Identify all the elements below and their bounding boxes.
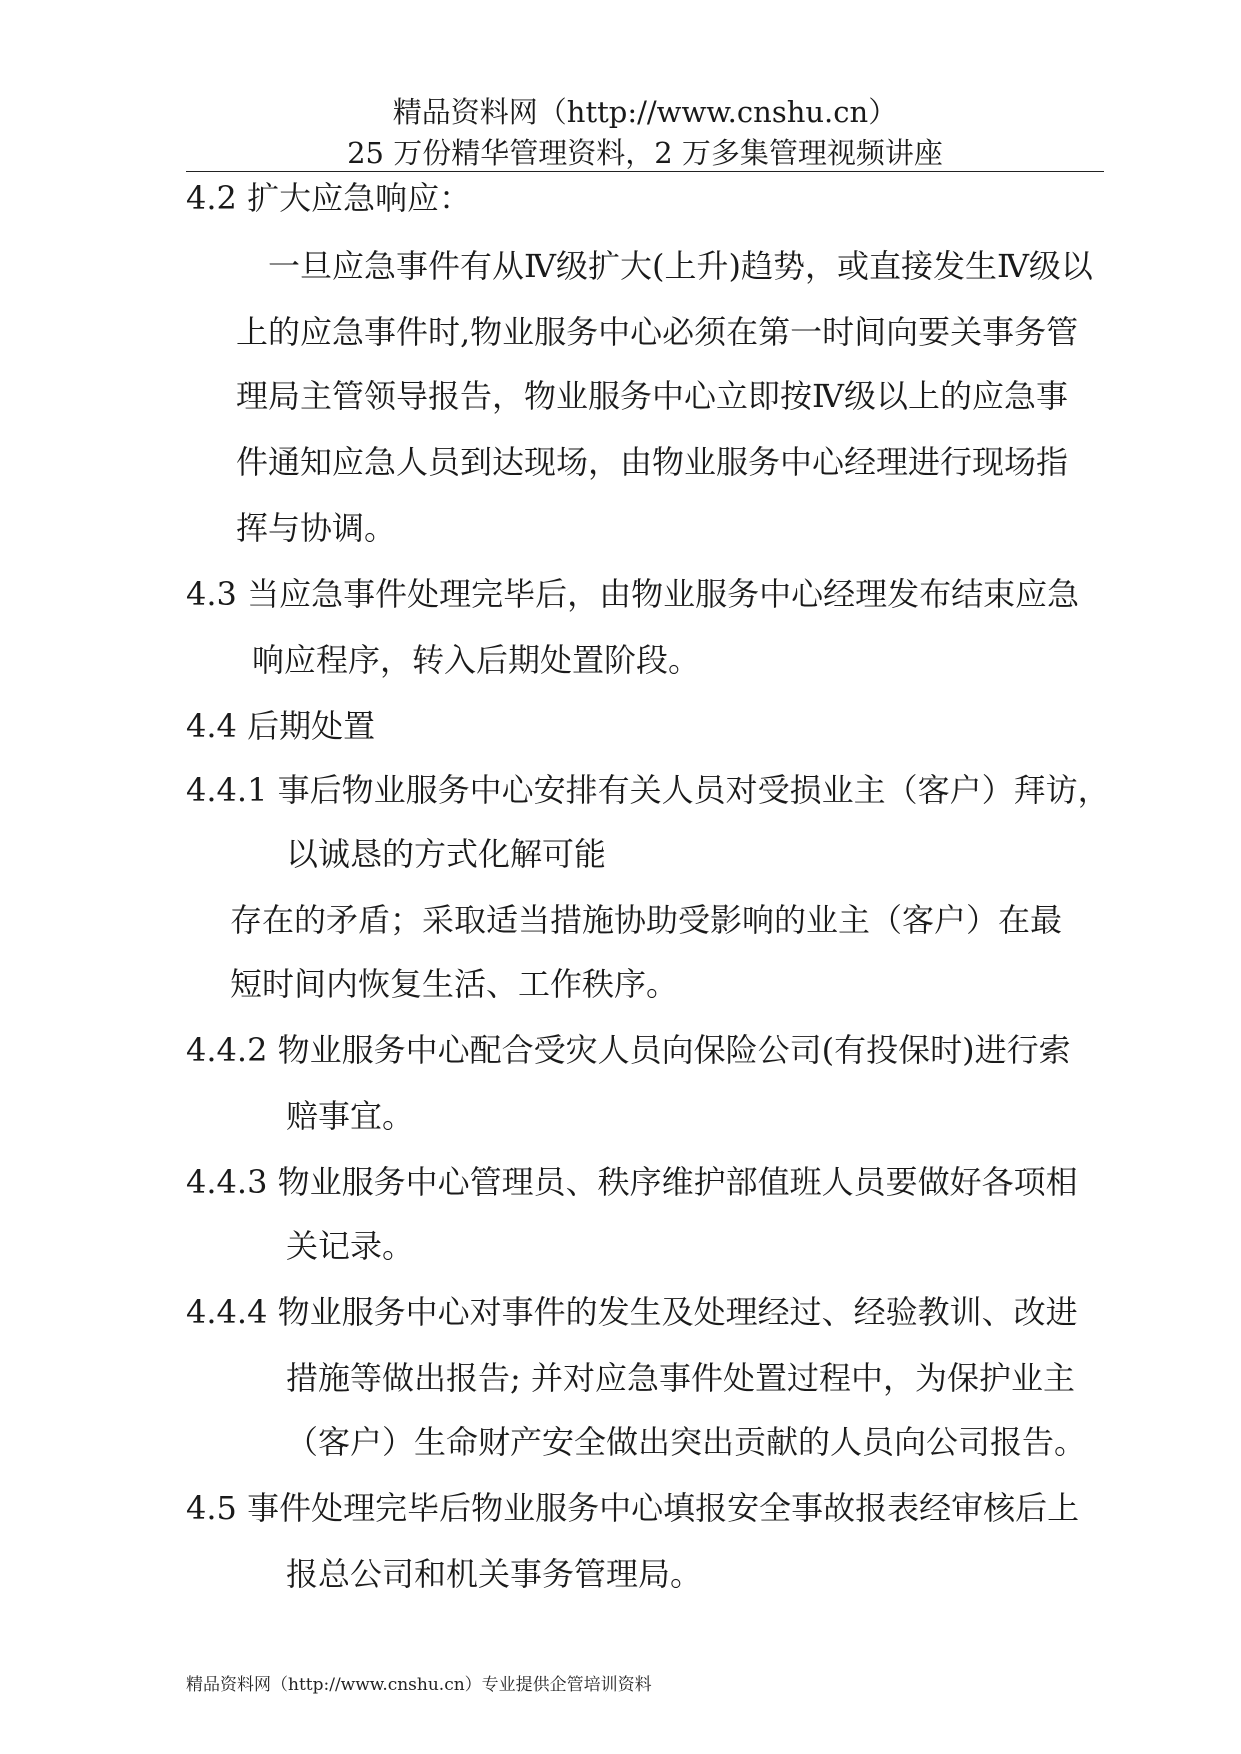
paragraph-line: 上的应急事件时,物业服务中心必须在第一时间向要关事务管	[236, 313, 1079, 351]
paragraph-line: 赔事宜。	[286, 1097, 415, 1135]
header-divider	[186, 171, 1104, 172]
paragraph-line: 件通知应急人员到达现场，由物业服务中心经理进行现场指	[236, 443, 1069, 481]
paragraph-line: 报总公司和机关事务管理局。	[286, 1555, 703, 1593]
paragraph-line: 关记录。	[286, 1227, 415, 1265]
paragraph-line: 响应程序，转入后期处置阶段。	[252, 641, 701, 679]
paragraph-line: 理局主管领导报告，物业服务中心立即按Ⅳ级以上的应急事	[236, 377, 1068, 415]
paragraph-line: 存在的矛盾；采取适当措施协助受影响的业主（客户）在最	[230, 901, 1063, 939]
footer-text: 精品资料网（http://www.cnshu.cn）专业提供企管培训资料	[186, 1675, 652, 1695]
header-site-line: 精品资料网（http://www.cnshu.cn）	[392, 95, 898, 129]
section-heading-4-3: 4.3 当应急事件处理完毕后，由物业服务中心经理发布结束应急	[186, 575, 1080, 613]
header-tagline: 25 万份精华管理资料，2 万多集管理视频讲座	[347, 136, 943, 170]
paragraph-line: （客户）生命财产安全做出突出贡献的人员向公司报告。	[286, 1423, 1087, 1461]
section-heading-4-2: 4.2 扩大应急响应：	[186, 179, 472, 217]
section-heading-4-5: 4.5 事件处理完毕后物业服务中心填报安全事故报表经审核后上	[186, 1489, 1080, 1527]
paragraph-line: 挥与协调。	[236, 509, 397, 547]
section-heading-4-4: 4.4 后期处置	[186, 707, 376, 745]
section-heading-4-4-3: 4.4.3 物业服务中心管理员、秩序维护部值班人员要做好各项相	[186, 1163, 1078, 1201]
section-heading-4-4-1: 4.4.1 事后物业服务中心安排有关人员对受损业主（客户）拜访，	[186, 771, 1110, 809]
paragraph-line: 措施等做出报告; 并对应急事件处置过程中，为保护业主	[286, 1359, 1075, 1397]
paragraph-line: 短时间内恢复生活、工作秩序。	[230, 965, 679, 1003]
section-heading-4-4-4: 4.4.4 物业服务中心对事件的发生及处理经过、经验教训、改进	[186, 1293, 1078, 1331]
paragraph-line: 以诚恳的方式化解可能	[286, 835, 607, 873]
paragraph-line: 一旦应急事件有从Ⅳ级扩大(上升)趋势，或直接发生Ⅳ级以	[268, 247, 1093, 285]
section-heading-4-4-2: 4.4.2 物业服务中心配合受灾人员向保险公司(有投保时)进行索	[186, 1031, 1071, 1069]
